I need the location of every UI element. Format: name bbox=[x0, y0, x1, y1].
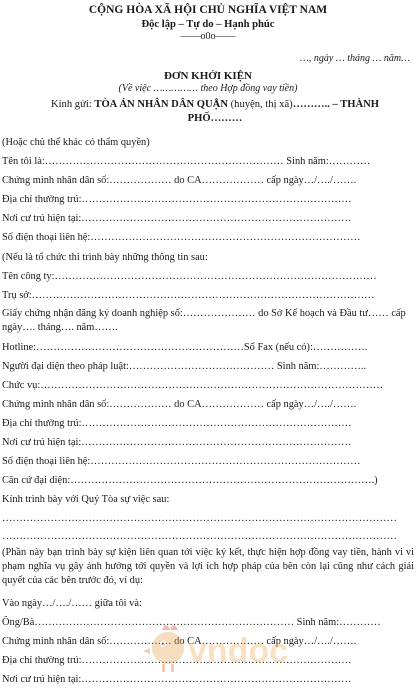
addressee-city: ……….. – THÀNH PHỐ……… bbox=[187, 99, 380, 124]
form-line: Số điện thoại liên hệ:…………………………………………………………………… bbox=[2, 232, 361, 243]
business-registration-line: Giấy chứng nhận đăng ký doanh nghiệp số:………………… do Sở Kế hoạch và Đầu tư…… cấp ngày…. tháng…. năm……. bbox=[2, 308, 406, 333]
watermark-text: vndoc bbox=[188, 632, 289, 670]
addressee bbox=[40, 98, 390, 126]
heading-divider: ——o0o—— bbox=[180, 31, 236, 42]
form-line: Địa chỉ thường trú:…………………………………………………………………… bbox=[2, 194, 352, 205]
form-line: Chức vụ:……………………………………………………………………………………… bbox=[2, 380, 384, 391]
form-line: Chứng minh nhân dân số:……………… do CA……………… cấp ngày…/…./……. bbox=[2, 399, 357, 410]
form-line: …………………………………………………………………………………………………… bbox=[2, 513, 397, 524]
instruction-paragraph: (Phần này bạn trình bày sự kiện liên quan tới việc ký kết, thực hiện hợp đồng vay tiền, hành vi vi phạm nghĩa vụ gây ảnh hưởng tới quyền và lợi ích hợp pháp của bên còn lại cũng như cách giải quyết của các bên trước đó, ví dụ: bbox=[2, 547, 414, 587]
document-subtitle: (Về việc …………… theo Hợp đồng vay tiền) bbox=[118, 83, 298, 94]
form-line: Số điện thoại liên hệ:…………………………………………………………………… bbox=[2, 456, 361, 467]
form-line: Chứng minh nhân dân số:……………… do CA……………… cấp ngày…/…./……. bbox=[2, 175, 357, 186]
form-line: Địa chỉ thường trú:…………………………………………………………………… bbox=[2, 418, 352, 429]
motto: Độc lập – Tự do – Hạnh phúc bbox=[141, 19, 275, 30]
form-line: Căn cứ đại diện:…………………………………………………………………………….) bbox=[2, 475, 378, 486]
form-line: Ông/Bà………………………………………………………………… Sinh năm:………… bbox=[2, 617, 381, 628]
form-line: (Hoặc chủ thể khác có thẩm quyền) bbox=[2, 137, 150, 148]
document-title: ĐƠN KHỞI KIỆN bbox=[163, 70, 252, 82]
form-line: Nơi cư trú hiện tại:…………………………………………………………………… bbox=[2, 213, 352, 224]
form-line: (Nếu là tổ chức thì trình bày những thông tin sau: bbox=[2, 252, 208, 263]
form-line: Tên tôi là:…………………………………………………………… Sinh năm:………… bbox=[2, 156, 371, 167]
form-line: Người đại diện theo pháp luật:…………………………………… Sinh năm:………….. bbox=[2, 361, 367, 372]
form-line: Địa chỉ thường trú:…………………………………………………………………… bbox=[2, 655, 352, 666]
addressee-court: TÒA ÁN NHÂN DÂN QUẬN bbox=[94, 99, 228, 110]
form-line: Hotline:……………………………………………………Số Fax (nếu có):……………. bbox=[2, 342, 368, 353]
form-line: Vào ngày…/…./…… giữa tôi và: bbox=[2, 598, 142, 609]
addressee-prefix: Kính gửi: bbox=[50, 99, 95, 110]
addressee-district: (huyện, thị xã) bbox=[227, 99, 293, 110]
form-line: Nơi cư trú hiện tại:…………………………………………………………………… bbox=[2, 437, 352, 448]
form-line: Tên công ty:………………………………………………………………………………… bbox=[2, 271, 377, 282]
form-line: …………………………………………………………………………………………………… bbox=[2, 531, 397, 542]
country-heading: CỘNG HÒA XÃ HỘI CHỦ NGHĨA VIỆT NAM bbox=[88, 4, 328, 16]
date-line: …, ngày … tháng … năm… bbox=[299, 53, 410, 64]
form-line: Kính trình bày với Quý Tòa sự việc sau: bbox=[2, 494, 170, 505]
form-line: Nơi cư trú hiện tại:…………………………………………………………………… bbox=[2, 674, 352, 685]
form-line: Trụ sở:……………………………………………………………………………………… bbox=[2, 290, 375, 301]
form-line: Chứng minh nhân dân số:……………… do CA……………… cấp ngày…/…./……. bbox=[2, 636, 357, 647]
